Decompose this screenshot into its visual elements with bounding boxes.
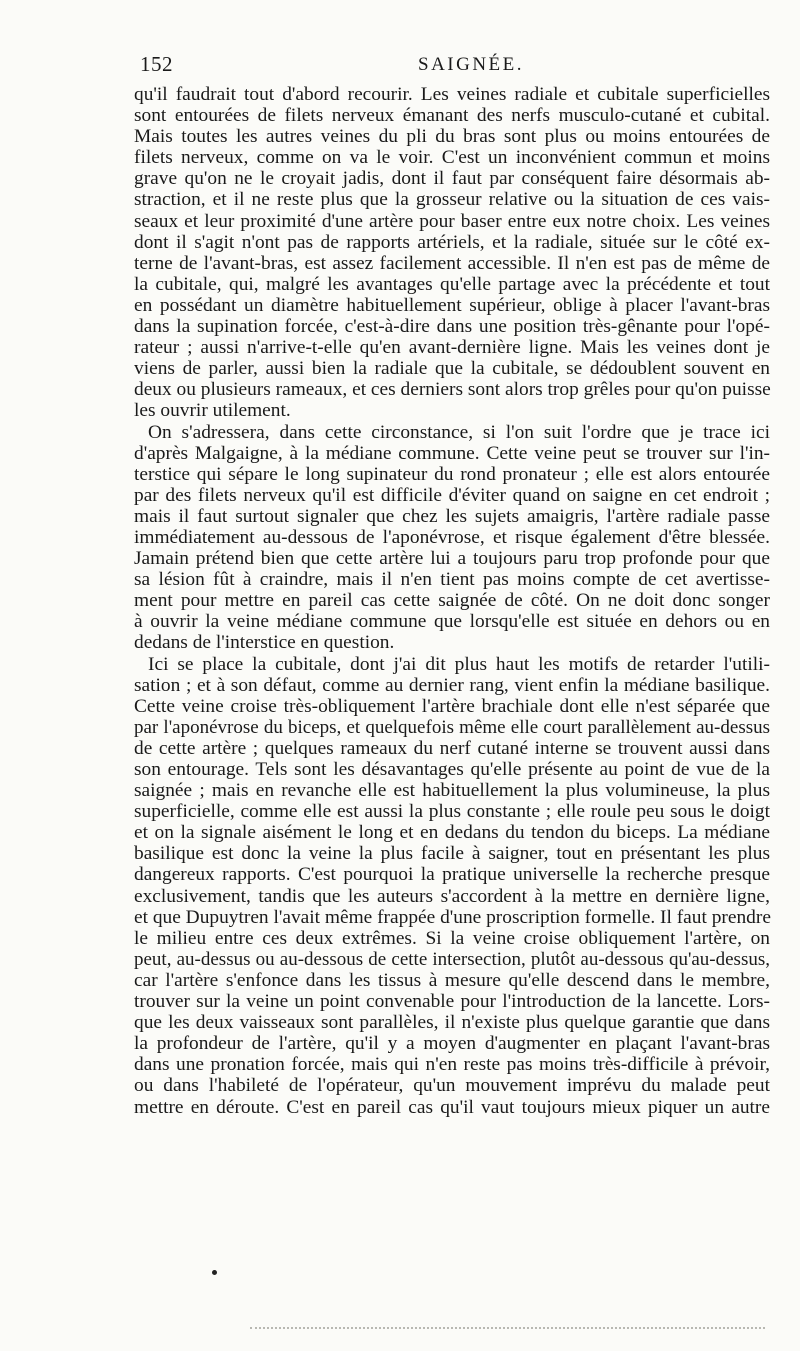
text-line: ment pour mettre en pareil cas cette saignée de côté. On ne doit donc songer: [134, 590, 770, 612]
text-line: par des filets nerveux qu'il est difficile d'éviter quand on saigne en cet endroit ;: [134, 484, 770, 506]
paragraph-first-line: Ici se place la cubitale, dont j'ai dit plus haut les motifs de retarder l'utili-: [148, 653, 770, 675]
text-line: et on la signale aisément le long et en dedans du tendon du biceps. La médiane: [134, 822, 770, 844]
text-line: trouver sur la veine un point convenable pour l'introduction de la lancette. Lors-: [134, 991, 770, 1013]
text-line: dangereux rapports. C'est pourquoi la pratique universelle la recherche presque: [134, 864, 770, 886]
text-line: terstice qui sépare le long supinateur du rond pronateur ; elle est alors entourée: [134, 463, 770, 485]
body-text: [134, 84, 770, 1118]
text-line: superficielle, comme elle est aussi la plus constante ; elle roule peu sous le doigt: [134, 801, 770, 823]
text-line: sont entourées de filets nerveux émanant des nerfs musculo-cutané et cubital.: [134, 105, 770, 127]
text-line: mais il faut surtout signaler que chez les sujets amaigris, l'artère radiale passe: [134, 505, 770, 527]
text-line: peut, au-dessus ou au-dessous de cette intersection, plutôt au-dessous qu'au-dessus,: [134, 948, 770, 970]
paragraph-last-line: les ouvrir utilement.: [134, 400, 291, 422]
text-line: sation ; et à son défaut, comme au dernier rang, vient enfin la médiane basilique.: [134, 674, 770, 696]
text-line: de cette artère ; quelques rameaux du nerf cutané interne se trouvent aussi dans: [134, 737, 770, 759]
text-line: basilique est donc la veine la plus facile à saigner, tout en présentant les plus: [134, 843, 770, 865]
text-line: Cette veine croise très-obliquement l'artère brachiale dont elle n'est séparée que: [134, 695, 770, 717]
text-line: dans une pronation forcée, mais qui n'en reste pas moins très-difficile à prévoir,: [134, 1054, 770, 1076]
text-line: par l'aponévrose du biceps, et quelquefois même elle court parallèlement au-dessus: [134, 716, 770, 738]
text-line: rateur ; aussi n'arrive-t-elle qu'en avant-dernière ligne. Mais les veines dont je: [134, 337, 770, 359]
text-line: et que Dupuytren l'avait même frappée d'une proscription formelle. Il faut prendre: [134, 906, 771, 928]
text-line: seaux et leur proximité d'une artère pour baser entre eux notre choix. Les veines: [134, 210, 770, 232]
text-line: la cubitale, qui, malgré les avantages qu'elle partage avec la précédente et tout: [134, 273, 770, 295]
text-line: car l'artère s'enfonce dans les tissus à mesure qu'elle descend dans le membre,: [134, 969, 770, 991]
page-number: 152: [140, 52, 173, 76]
text-line: Mais toutes les autres veines du pli du bras sont plus ou moins entourées de: [134, 126, 770, 148]
text-line: Jamain prétend bien que cette artère lui a toujours paru trop profonde pour que: [134, 548, 770, 570]
text-line: deux ou plusieurs rameaux, et ces derniers sont alors trop grêles pour qu'on puisse: [134, 379, 771, 401]
text-line: mettre en déroute. C'est en pareil cas qu'il vaut toujours mieux piquer un autre: [134, 1096, 770, 1118]
running-title: SAIGNÉE.: [418, 54, 525, 75]
text-line: qu'il faudrait tout d'abord recourir. Les veines radiale et cubitale superficielles: [134, 84, 770, 105]
paragraph-last-line: dedans de l'interstice en question.: [134, 632, 395, 654]
text-line: que les deux vaisseaux sont parallèles, il n'existe plus quelque garantie que dans: [134, 1012, 770, 1034]
text-line: dont il s'agit n'ont pas de rapports artériels, et la radiale, située sur le côté ex-: [134, 231, 770, 253]
ink-speck: [212, 1270, 217, 1275]
text-line: grave qu'on ne le croyait jadis, dont il faut par conséquent faire désormais ab-: [134, 168, 770, 190]
text-line: la profondeur de l'artère, qu'il y a moyen d'augmenter en plaçant l'avant-bras: [134, 1033, 770, 1055]
text-line: straction, et il ne reste plus que la grosseur relative ou la situation de ces vais-: [134, 189, 770, 211]
text-line: viens de parler, aussi bien la radiale que la cubitale, se dédoublent souvent en: [134, 358, 770, 380]
text-line: le milieu entre ces deux extrêmes. Si la veine croise obliquement l'artère, on: [134, 927, 770, 949]
bleed-through-rule: [250, 1327, 765, 1329]
text-line: ou dans l'habileté de l'opérateur, qu'un mouvement imprévu du malade peut: [134, 1075, 770, 1097]
text-line: à ouvrir la veine médiane commune que lorsqu'elle est située en dehors ou en: [134, 611, 770, 633]
text-line: d'après Malgaigne, à la médiane commune. Cette veine peut se trouver sur l'in-: [134, 442, 770, 464]
text-line: immédiatement au-dessous de l'aponévrose, et risque également d'être blessée.: [134, 526, 770, 548]
text-line: son entourage. Tels sont les désavantages qu'elle présente au point de vue de la: [134, 759, 770, 780]
paragraph-first-line: On s'adressera, dans cette circonstance, si l'on suit l'ordre que je trace ici: [148, 421, 770, 443]
text-line: en possédant un diamètre habituellement supérieur, oblige à placer l'avant-bras: [134, 294, 770, 316]
text-line: dans la supination forcée, c'est-à-dire dans une position très-gênante pour l'opé-: [134, 316, 770, 338]
text-line: saignée ; mais en revanche elle est habituellement la plus volumineuse, la plus: [134, 780, 770, 802]
text-line: filets nerveux, comme on va le voir. C'est un inconvénient commun et moins: [134, 147, 770, 169]
page-header: [0, 52, 800, 82]
text-line: terne de l'avant-bras, est assez facilement accessible. Il n'en est pas de même de: [134, 252, 770, 274]
text-line: exclusivement, tandis que les auteurs s'accordent à la mettre en dernière ligne,: [134, 885, 770, 907]
text-line: sa lésion fût à craindre, mais il n'en tient pas moins compte de cet avertisse-: [134, 569, 770, 591]
